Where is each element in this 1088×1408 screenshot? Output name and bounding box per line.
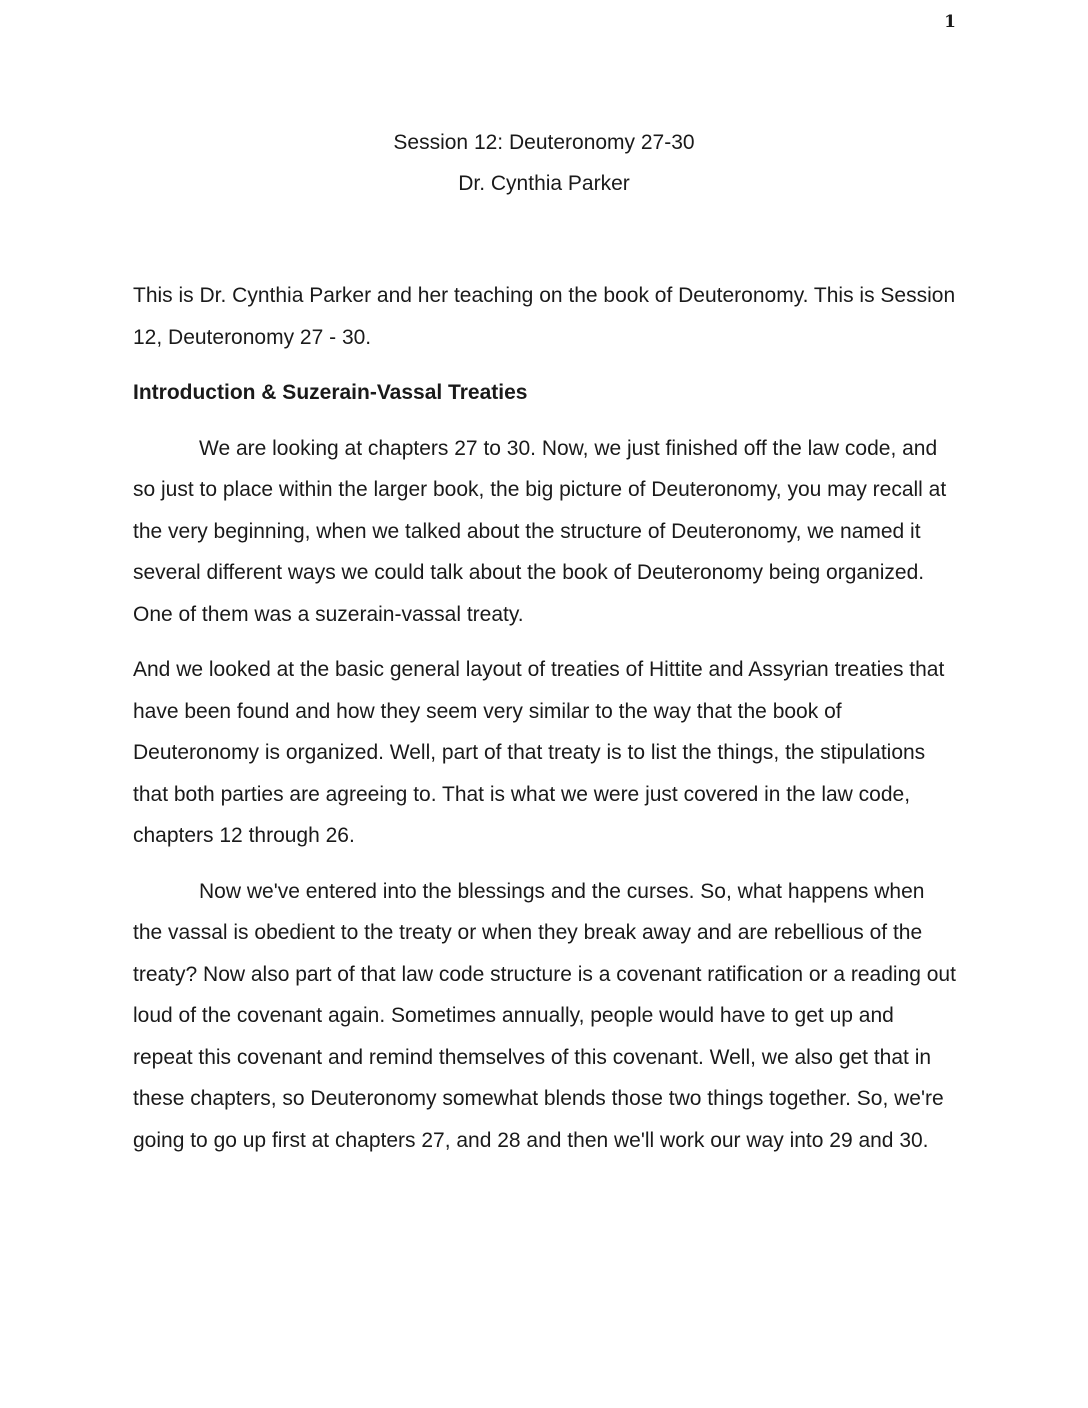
document-title: Session 12: Deuteronomy 27-30	[393, 131, 695, 154]
page-number: 1	[944, 12, 956, 32]
section-heading: Introduction & Suzerain-Vassal Treaties	[133, 381, 528, 404]
intro-paragraph: This is Dr. Cynthia Parker and her teaching on the book of Deuteronomy. This is Session 12, Deuteronomy 27 - 30.	[133, 284, 956, 349]
document-author: Dr. Cynthia Parker	[458, 172, 630, 195]
body-paragraph: Now we've entered into the blessings and the curses. So, what happens when the vassal is obedient to the treaty or when they break away and are rebellious of the treaty? Now also part of that law code structure is a covenant ratification or a reading out loud of the covenant again. Sometimes annually, people would have to get up and repeat this covenant and remind themselves of this covenant. Well, we also get that in these chapters, so Deuteronomy somewhat blends those two things together. So, we're going to go up first at chapters 27, and 28 and then we'll work our way into 29 and 30.	[133, 879, 956, 1152]
document-body	[133, 275, 958, 1175]
body-paragraph: We are looking at chapters 27 to 30. Now, we just finished off the law code, and so just to place within the larger book, the big picture of Deuteronomy, you may recall at the very beginning, when we talked about the structure of Deuteronomy, we named it several different ways we could talk about the book of Deuteronomy being organized. One of them was a suzerain-vassal treaty.	[133, 436, 947, 626]
body-paragraph: And we looked at the basic general layout of treaties of Hittite and Assyrian treaties that have been found and how they seem very similar to the way that the book of Deuteronomy is organized. Well, part of that treaty is to list the things, the stipulations that both parties are agreeing to. That is what we were just covered in the law code, chapters 12 through 26.	[133, 658, 945, 847]
title-block	[0, 122, 1088, 204]
